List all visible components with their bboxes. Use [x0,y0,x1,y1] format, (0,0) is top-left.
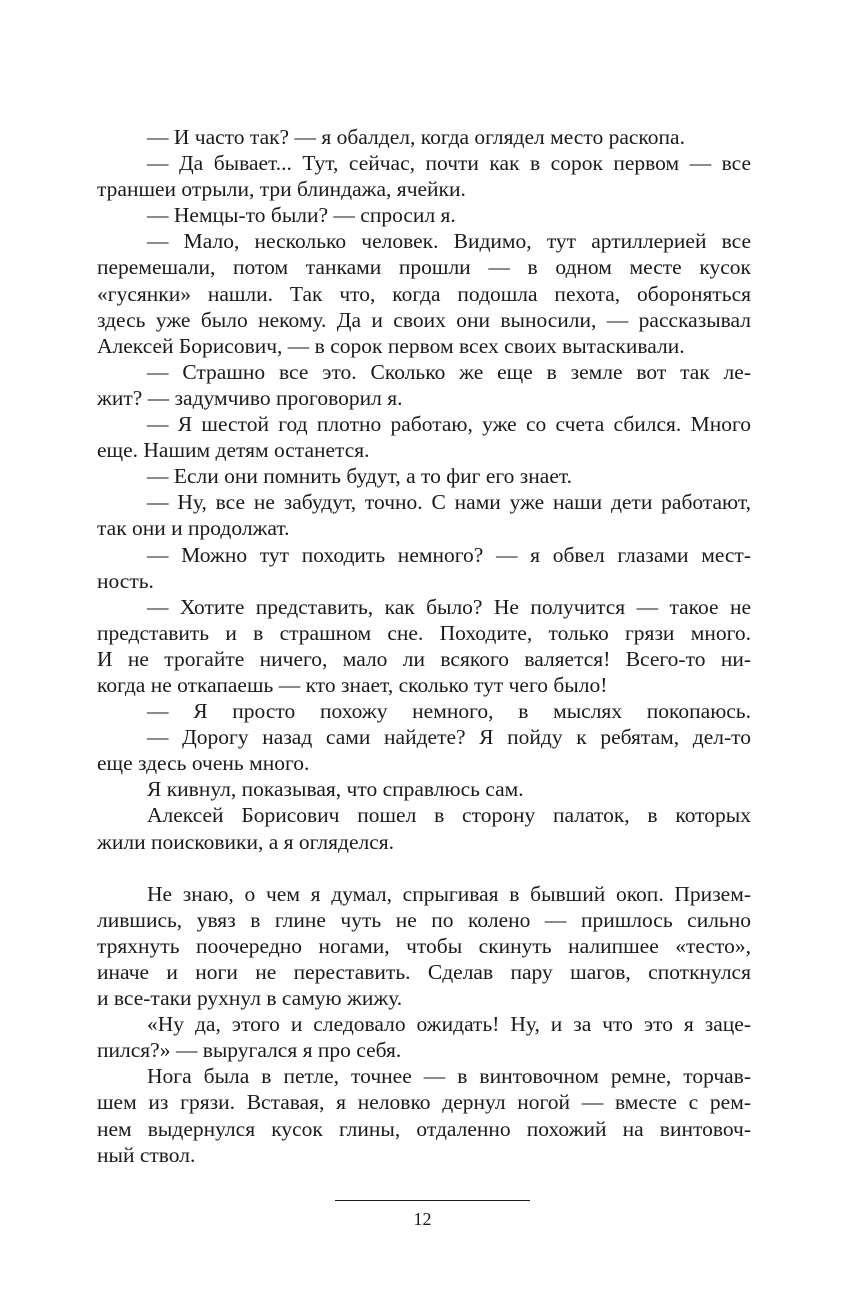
text-line: так они и продолжат. [97,516,290,541]
text-line: — Да бывает... Тут, сейчас, почти как в сорок первом — все [147,151,751,176]
text-line: нем выдернулся кусок глины, отдаленно похожий на винтовоч- [97,1116,751,1141]
text-line: иначе и ноги не переставить. Сделав пару шагов, споткнулся [97,960,751,984]
text-line: жит? — задумчиво проговорил я. [97,385,403,410]
text-line: И не трогайте ничего, мало ли всякого валяется! Всего-то ни- [97,646,751,671]
text-line: — Мало, несколько человек. Видимо, тут артиллерией все [147,229,751,254]
text-line: и все-таки рухнул в самую жижу. [97,986,403,1011]
page-body [97,124,751,1168]
text-line: — Страшно все это. Сколько же еще в земле вот так ле- [147,359,751,384]
text-line: пился?» — выругался я про себя. [97,1038,402,1063]
text-line: — Хотите представить, как было? Не получится — такое не [147,594,751,619]
text-line: когда не откапаешь — кто знает, сколько тут чего было! [97,672,608,697]
text-line: жили поисковики, а я огляделся. [97,829,395,854]
footer-rule [335,1200,530,1201]
text-line: еще. Нашим детям останется. [97,438,370,463]
text-line: Алексей Борисович, — в сорок первом всех своих вытаскивали. [97,333,685,358]
text-line: — Я шестой год плотно работаю, уже со счета сбился. Много [147,412,751,437]
text-line: здесь уже было некому. Да и своих они выносили, — рассказывал [97,307,751,332]
text-line: траншеи отрыли, три блиндажа, ячейки. [97,177,466,202]
text-line: представить и в страшном сне. Походите, только грязи много. [97,620,751,645]
text-line: — Дорогу назад сами найдете? Я пойду к ребятам, дел-то [147,725,751,750]
text-line: Нога была в петле, точнее — в винтовочном ремне, торчав- [147,1064,751,1089]
text-line: — Ну, все не забудут, точно. С нами уже наши дети работают, [147,490,751,515]
text-line: «Ну да, этого и следовало ожидать! Ну, и за что это я зацe- [147,1012,751,1037]
text-line: еще здесь очень много. [97,751,310,776]
paragraph-break [97,855,751,881]
text-line: Не знаю, о чем я думал, спрыгивая в бывший окоп. Призем- [147,881,751,906]
text-line: — Я просто похожу немного, в мыслях покопаюсь. [147,699,751,724]
text-line: тряхнуть поочередно ногами, чтобы скинуть налипшее «тесто», [97,933,751,958]
text-line: перемешали, потом танками прошли — в одном месте кусок [97,255,751,280]
text-line: — И часто так? — я обалдел, когда оглядел место раскопа. [147,125,685,149]
text-line: Я кивнул, показывая, что справлюсь сам. [147,777,524,802]
text-line: лившись, увяз в глине чуть не по колено — пришлось сильно [97,907,751,932]
text-line: — Немцы-то были? — спросил я. [147,203,456,228]
page-number: 12 [413,1209,432,1229]
text-line: — Можно тут походить немного? — я обвел глазами мест- [147,542,751,567]
text-line: «гусянки» нашли. Так что, когда подошла пехота, обороняться [97,281,751,306]
text-line: шем из грязи. Вставая, я неловко дернул ногой — вместе с рем- [97,1090,751,1115]
text-line: ный ствол. [97,1142,196,1167]
text-line: Алексей Борисович пошел в сторону палаток, в которых [147,803,751,828]
text-line: ность. [97,568,154,593]
text-line: — Если они помнить будут, а то фиг его знает. [147,464,573,489]
